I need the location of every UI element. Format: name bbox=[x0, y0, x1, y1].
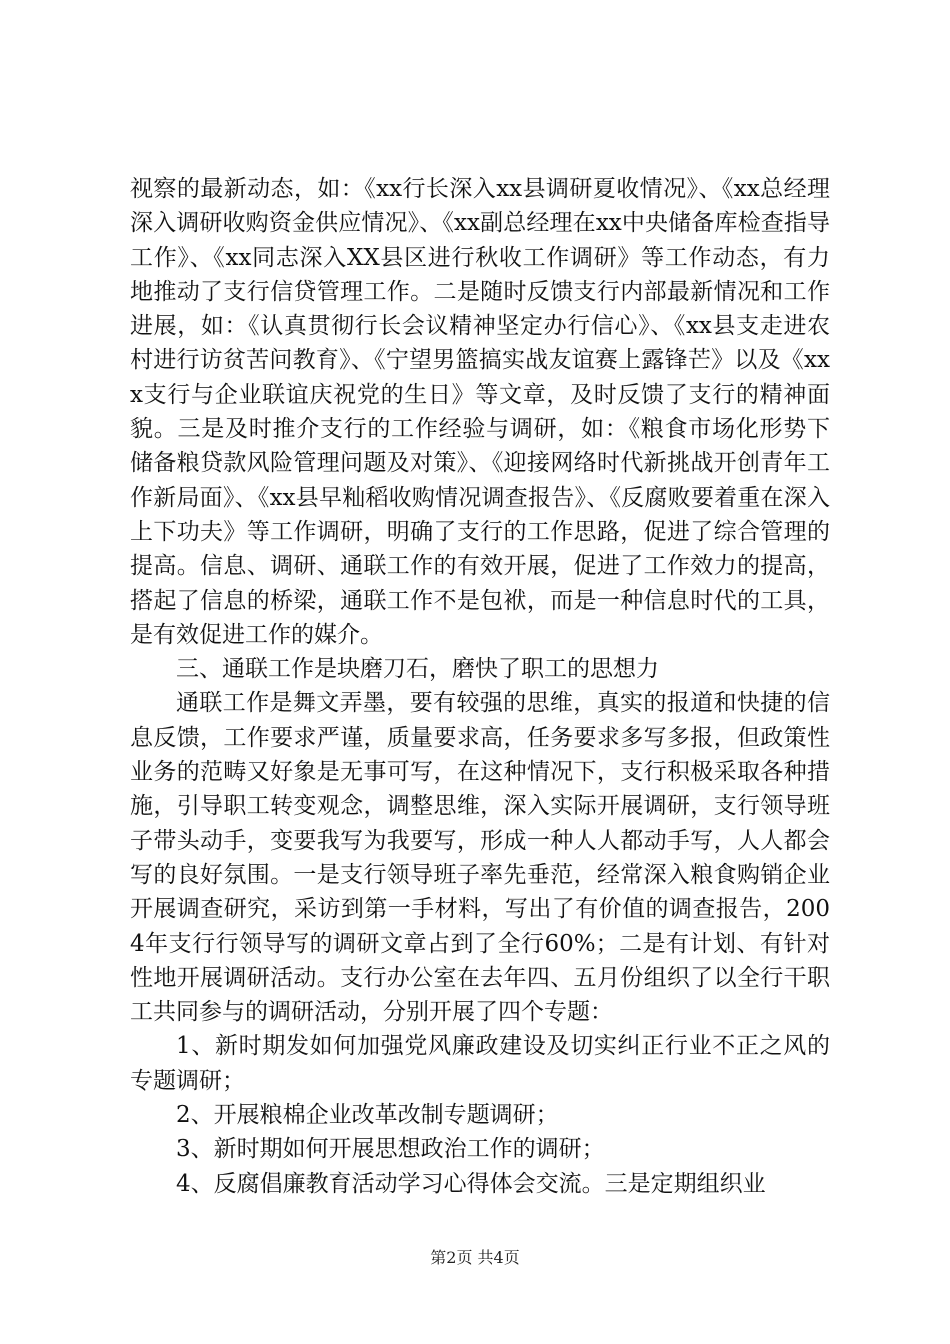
paragraph-body: 通联工作是舞文弄墨，要有较强的思维，真实的报道和快捷的信息反馈，工作要求严谨，质量要求高，任务要求多写多报，但政策性业务的范畴又好象是无事可写，在这种情况下，支行积极采取各种措施，引导职工转变观念，调整思维，深入实际开展调研，支行领导班子带头动手，变要我写为我要写，形成一种人人都动手写，人人都会写的良好氛围。一是支行领导班子率先垂范，经常深入粮食购销企业开展调查研究，采访到第一手材料，写出了有价值的调查报告，2004年支行行领导写的调研文章占到了全行60%；二是有计划、有针对性地开展调研活动。支行办公室在去年四、五月份组织了以全行干职工共同参与的调研活动，分别开展了四个专题： bbox=[130, 690, 830, 1026]
list-item-2: 2、开展粮棉企业改革改制专题调研； bbox=[176, 1102, 559, 1129]
paragraph-continuation: 视察的最新动态，如：《xx行长深入xx县调研夏收情况》、《xx总经理深入调研收购资金供应情况》、《xx副总经理在xx中央储备库检查指导工作》、《xx同志深入XX县区进行秋收工作调研》等工作动态，有力地推动了支行信贷管理工作。二是随时反馈支行内部最新情况和工作进展，如：《认真贯彻行长会议精神坚定办行信心》、《xx县支走进农村进行访贫苦问教育》、《宁望男篮搞实战友谊赛上露锋芒》以及《xxx支行与企业联谊庆祝党的生日》等文章，及时反馈了支行的精神面貌。三是及时推介支行的工作经验与调研，如：《粮食市场化形势下储备粮贷款风险管理问题及对策》、《迎接网络时代新挑战开创青年工作新局面》、《xx县早籼稻收购情况调查报告》、《反腐败要着重在深入上下功夫》等工作调研，明确了支行的工作思路，促进了综合管理的提高。信息、调研、通联工作的有效开展，促进了工作效力的提高，搭起了信息的桥梁，通联工作不是包袱，而是一种信息时代的工具，是有效促进工作的媒介。 bbox=[130, 176, 830, 648]
section-heading: 三、通联工作是块磨刀石，磨快了职工的思想力 bbox=[176, 656, 659, 683]
list-item-3: 3、新时期如何开展思想政治工作的调研； bbox=[176, 1136, 605, 1163]
list-item-4: 4、反腐倡廉教育活动学习心得体会交流。三是定期组织业 bbox=[176, 1170, 766, 1197]
list-item-1: 1、新时期发如何加强党风廉政建设及切实纠正行业不正之风的专题调研； bbox=[130, 1033, 830, 1094]
document-body bbox=[130, 172, 830, 1201]
page-footer: 第2页 共4页 bbox=[430, 1248, 520, 1267]
